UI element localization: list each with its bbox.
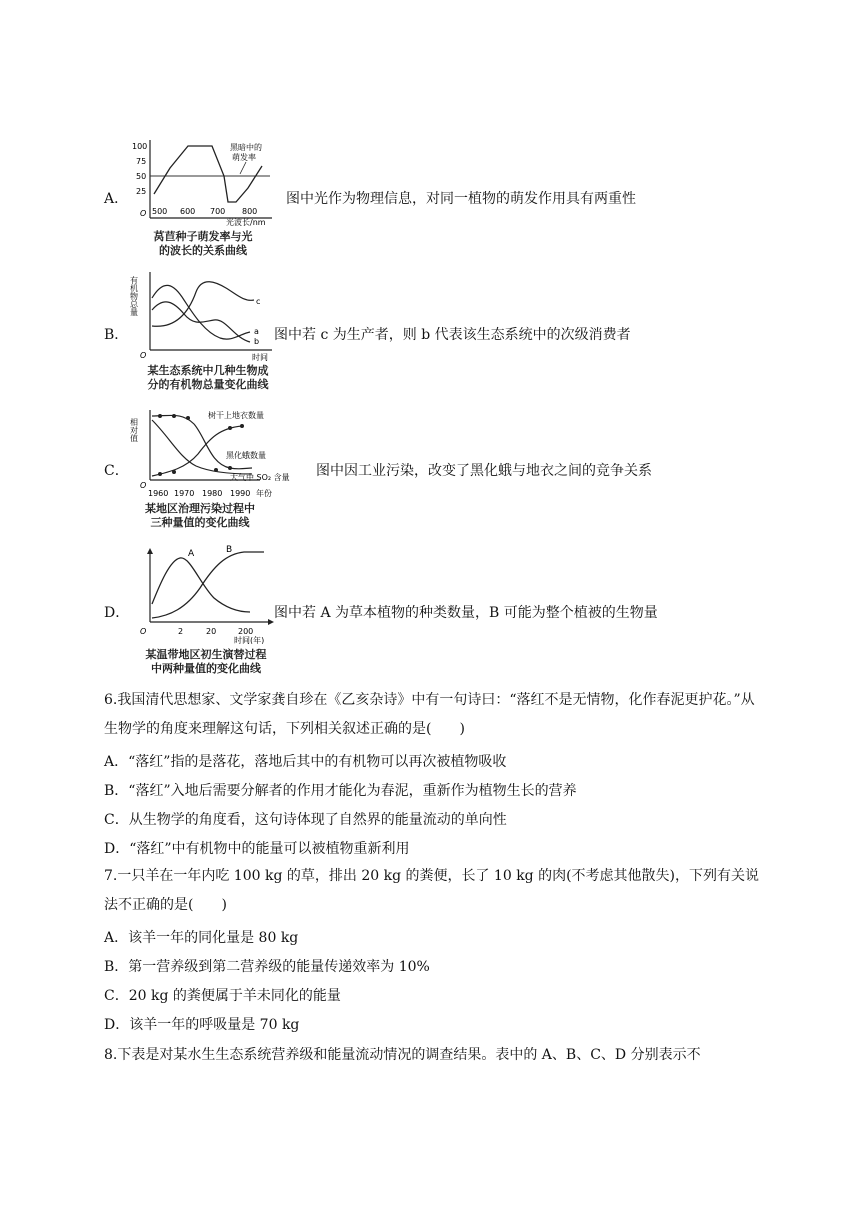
x-tick: 600 — [180, 207, 196, 216]
option-text: 图中因工业污染，改变了黑化蛾与地衣之间的竞争关系 — [316, 463, 652, 479]
x-tick: 1980 — [202, 489, 223, 498]
caption-line: 中两种量值的变化曲线 — [151, 662, 261, 675]
caption-line: 三种量值的变化曲线 — [150, 516, 250, 529]
series-b — [152, 302, 250, 342]
option-c — [104, 408, 804, 533]
x-tick: 1990 — [230, 489, 251, 498]
figure-d-plot — [130, 544, 280, 644]
data-point — [172, 414, 176, 418]
data-point — [214, 468, 218, 472]
label-pointer — [240, 162, 246, 174]
curve-label: 黑暗中的 — [230, 143, 262, 152]
question-7-stem: 7.一只羊在一年内吃 100 kg 的草，排出 20 kg 的粪便，长了 10 kg 的肉(不考虑其他散失)，下列有关说法不正确的是( ) — [104, 868, 760, 913]
data-point — [158, 472, 162, 476]
series-label: b — [254, 337, 260, 346]
figure-caption — [130, 502, 270, 530]
y-label: 相对值 — [130, 418, 139, 442]
option-text: 图中若 A 为草本植物的种类数量，B 可能为整个植被的生物量 — [274, 605, 658, 621]
q6-option-c: C．从生物学的角度看，这句诗体现了自然界的能量流动的单向性 — [104, 812, 507, 828]
x-unit: 时间(年) — [234, 636, 265, 644]
data-point — [172, 470, 176, 474]
figure-d — [130, 544, 280, 675]
q7-option-c: C．20 kg 的粪便属于羊未同化的能量 — [104, 988, 341, 1004]
origin-label: O — [140, 481, 147, 490]
x-tick: 200 — [238, 627, 254, 636]
x-tick: 500 — [152, 207, 168, 216]
q6-option-b: B．“落红”入地后需要分解者的作用才能化为春泥，重新作为植物生长的营养 — [104, 783, 577, 799]
figure-a — [130, 136, 280, 257]
figure-caption — [136, 648, 276, 676]
series-label: c — [256, 297, 261, 306]
caption-line: 某温带地区初生演替过程 — [145, 648, 267, 661]
caption-line: 分的有机物总量变化曲线 — [147, 378, 269, 391]
series-lichen — [152, 415, 252, 469]
series-a — [152, 558, 250, 612]
caption-line: 某生态系统中几种生物成 — [147, 364, 269, 377]
figure-b-plot — [130, 270, 280, 362]
series-label: B — [226, 545, 233, 555]
y-tick: 75 — [136, 157, 147, 166]
option-d — [104, 544, 804, 679]
q7-option-b: B．第一营养级到第二营养级的能量传递效率为 10% — [104, 959, 430, 975]
y-label: 有机物总量 — [130, 276, 139, 316]
y-tick: 100 — [132, 142, 148, 151]
x-unit: 光波长/nm — [226, 218, 266, 227]
question-6-stem: 6.我国清代思想家、文学家龚自珍在《乙亥杂诗》中有一句诗曰：“落红不是无情物，化作春泥更护花。”从生物学的角度来理解这句话，下列相关叙述正确的是( ) — [104, 692, 755, 737]
x-unit: 年份 — [256, 489, 272, 498]
data-point — [186, 416, 190, 420]
figure-caption — [138, 230, 268, 258]
arrow-icon — [147, 548, 153, 554]
x-tick: 20 — [206, 627, 217, 636]
figure-a-plot — [130, 136, 280, 228]
x-tick: 1960 — [148, 489, 169, 498]
series-c — [152, 282, 254, 327]
series-so2 — [152, 420, 252, 474]
data-point — [228, 466, 232, 470]
x-tick: 700 — [210, 207, 226, 216]
x-label: 时间 — [252, 353, 268, 362]
question-8-stem: 8.下表是对某水生生态系统营养级和能量流动情况的调查结果。表中的 A、B、C、D 分别表示不 — [104, 1047, 701, 1063]
series-label: A — [188, 549, 195, 559]
q7-option-d: D．该羊一年的呼吸量是 70 kg — [104, 1017, 300, 1033]
y-tick: 50 — [136, 172, 147, 181]
q6-option-d: D．“落红”中有机物中的能量可以被植物重新利用 — [104, 841, 410, 857]
caption-line: 某地区治理污染过程中 — [145, 502, 255, 515]
q6-option-a: A．“落红”指的是落花，落地后其中的有机物可以再次被植物吸收 — [104, 754, 507, 770]
series-b — [152, 552, 264, 618]
caption-line: 的波长的关系曲线 — [159, 244, 247, 257]
x-tick: 1970 — [174, 489, 195, 498]
y-tick: 25 — [136, 187, 147, 196]
data-point — [228, 426, 232, 430]
option-text: 图中若 c 为生产者，则 b 代表该生态系统中的次级消费者 — [274, 327, 631, 343]
origin-label: O — [140, 627, 147, 636]
origin-label: O — [140, 351, 147, 360]
x-tick: 2 — [178, 627, 184, 636]
series-label: a — [254, 327, 259, 336]
option-letter: A． — [104, 191, 129, 207]
figure-b — [130, 270, 280, 391]
option-b — [104, 270, 804, 395]
option-letter: B． — [104, 327, 129, 343]
x-tick: 800 — [242, 207, 258, 216]
series-label: 大气中 SO₂ 含量 — [230, 473, 290, 482]
data-point — [158, 414, 162, 418]
series-label: 树干上地衣数量 — [208, 411, 264, 420]
figure-caption — [138, 364, 278, 392]
figure-c — [130, 408, 320, 529]
caption-line: 莴苣种子萌发率与光 — [153, 230, 253, 243]
origin-label: O — [140, 209, 147, 218]
data-point — [240, 424, 244, 428]
option-a — [104, 136, 804, 261]
curve-label: 萌发率 — [232, 153, 256, 162]
option-letter: D． — [104, 605, 130, 621]
q7-option-a: A．该羊一年的同化量是 80 kg — [104, 930, 299, 946]
option-letter: C． — [104, 463, 129, 479]
option-text: 图中光作为物理信息，对同一植物的萌发作用具有两重性 — [286, 191, 636, 207]
series-label: 黑化蛾数量 — [226, 451, 266, 460]
figure-c-plot — [130, 408, 320, 500]
